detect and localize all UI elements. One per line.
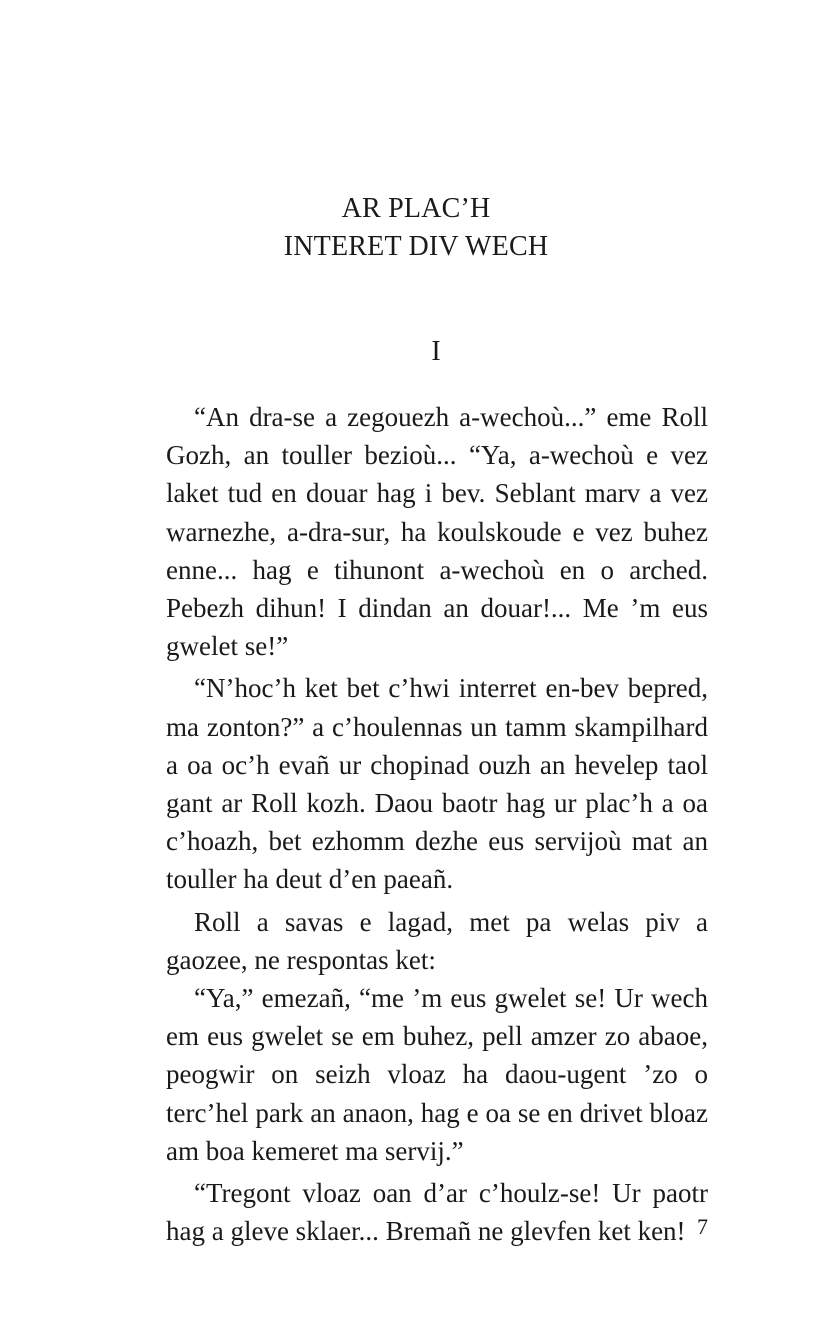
paragraph-4: “Ya,” emezañ, “me ’m eus gwelet se! Ur wech em eus gwelet se em buhez, pell amzer zo abaoe, peogwir on seizh vloaz ha daou-ugent ’zo o terc’hel park an anaon, hag e oa se en drivet bloaz am boa kemeret ma servij.” — [166, 983, 708, 1166]
paragraph-1: “An dra-se a zegouezh a-wechoù...” eme Roll Gozh, an touller bezioù... “Ya, a-wechoù e vez laket tud en douar hag i bev. Seblant marv a vez warnezhe, a-dra-sur, ha koulskoude e vez buhez enne... hag e tihunont a-wechoù en o arched. Pebezh dihun! I dindan an douar!... Me ’m eus gwelet se!” — [166, 402, 708, 662]
body-text — [166, 398, 708, 1250]
paragraph-5: “Tregont vloaz oan d’ar c’houlz-se! Ur paotr hag a gleve sklaer... Bremañ ne glevfen ket ken! — [166, 1178, 708, 1247]
chapter-title-line-2: INTERET DIV WECH — [283, 231, 549, 262]
section-number: I — [431, 336, 441, 367]
chapter-title — [0, 190, 832, 266]
paragraph-3: Roll a savas e lagad, met pa welas piv a gaozee, ne respontas ket: — [166, 906, 708, 975]
chapter-title-line-1: AR PLAC’H — [341, 193, 491, 224]
page-number: 7 — [697, 1214, 708, 1239]
paragraph-2: “N’hoc’h ket bet c’hwi interret en-bev bepred, ma zonton?” a c’houlennas un tamm skampilhard a oa oc’h evañ ur chopinad ouzh an hevelep taol gant ar Roll kozh. Daou baotr hag ur plac’h a oa c’hoazh, bet ezhomm dezhe eus servijoù mat an touller ha deut d’en paeañ. — [166, 673, 708, 895]
